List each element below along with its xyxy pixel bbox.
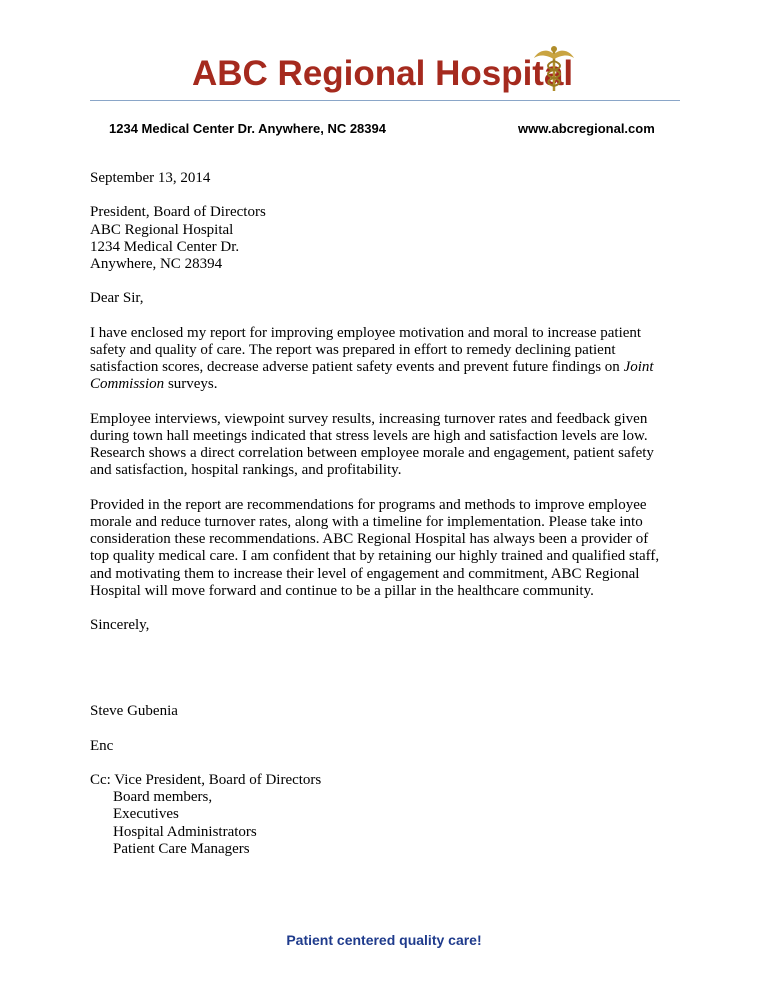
footer-tagline: Patient centered quality care! xyxy=(286,932,482,948)
paragraph-line-text: surveys. xyxy=(164,376,218,393)
caduceus-icon xyxy=(532,44,576,92)
salutation: Dear Sir, xyxy=(90,290,144,307)
recipient-line: 1234 Medical Center Dr. xyxy=(90,238,240,255)
paragraph-line xyxy=(90,359,670,376)
paragraph-line: and motivating them to increase their level of engagement and commitment, ABC Regional xyxy=(90,565,640,582)
header-divider xyxy=(90,100,680,101)
paragraph-line: morale and reduce turnover rates, along with a timeline for implementation. Please take into xyxy=(90,513,643,530)
paragraph-line: top quality medical care. I am confident that by retaining our highly trained and qualified staff, xyxy=(90,548,660,565)
paragraph-line: safety and quality of care. The report was prepared in effort to remedy declining patient xyxy=(90,341,616,358)
paragraph-line-text: satisfaction scores, decrease adverse patient safety events and prevent future findings on xyxy=(90,359,624,376)
paragraph-line: I have enclosed my report for improving employee motivation and moral to increase patient xyxy=(90,324,642,341)
paragraph-2 xyxy=(90,411,670,480)
recipient-line: Anywhere, NC 28394 xyxy=(90,256,223,272)
recipient-line: President, Board of Directors xyxy=(90,204,266,221)
italic-term: Commission xyxy=(90,376,165,393)
cc-line: Patient Care Managers xyxy=(113,840,250,857)
cc-line: Executives xyxy=(113,806,179,823)
cc-line: Hospital Administrators xyxy=(113,823,257,840)
paragraph-3 xyxy=(90,497,670,600)
hospital-name-heading: ABC Regional Hospital xyxy=(192,54,574,93)
recipient-block xyxy=(90,204,670,273)
closing: Sincerely, xyxy=(90,617,150,634)
cc-block xyxy=(90,772,670,858)
recipient-line: ABC Regional Hospital xyxy=(90,221,234,238)
letter-body xyxy=(90,170,670,875)
letter-date: September 13, 2014 xyxy=(90,170,211,186)
paragraph-1 xyxy=(90,325,670,394)
cc-line: Board members, xyxy=(113,789,213,806)
paragraph-line: and satisfaction, hospital rankings, and profitability. xyxy=(90,462,402,479)
signer-name: Steve Gubenia xyxy=(90,703,178,720)
enclosure-note: Enc xyxy=(90,737,114,754)
paragraph-line: Provided in the report are recommendations for programs and methods to improve employee xyxy=(90,496,647,513)
paragraph-line: Hospital will move forward and continue to be a pillar in the healthcare community. xyxy=(90,582,594,599)
paragraph-line: during town hall meetings indicated that stress levels are high and satisfaction levels are low. xyxy=(90,427,648,444)
italic-term: Joint xyxy=(623,359,654,376)
paragraph-line: Research shows a direct correlation between employee morale and engagement, patient safety xyxy=(90,445,654,462)
paragraph-line: consideration these recommendations. ABC Regional Hospital has always been a provider of xyxy=(90,531,649,548)
hospital-website: www.abcregional.com xyxy=(518,121,655,136)
paragraph-line xyxy=(90,376,670,393)
paragraph-line: Employee interviews, viewpoint survey results, increasing turnover rates and feedback given xyxy=(90,410,648,427)
hospital-address: 1234 Medical Center Dr. Anywhere, NC 28394 xyxy=(109,121,386,136)
cc-line: Cc: Vice President, Board of Directors xyxy=(90,771,322,788)
signature-space xyxy=(90,652,670,704)
